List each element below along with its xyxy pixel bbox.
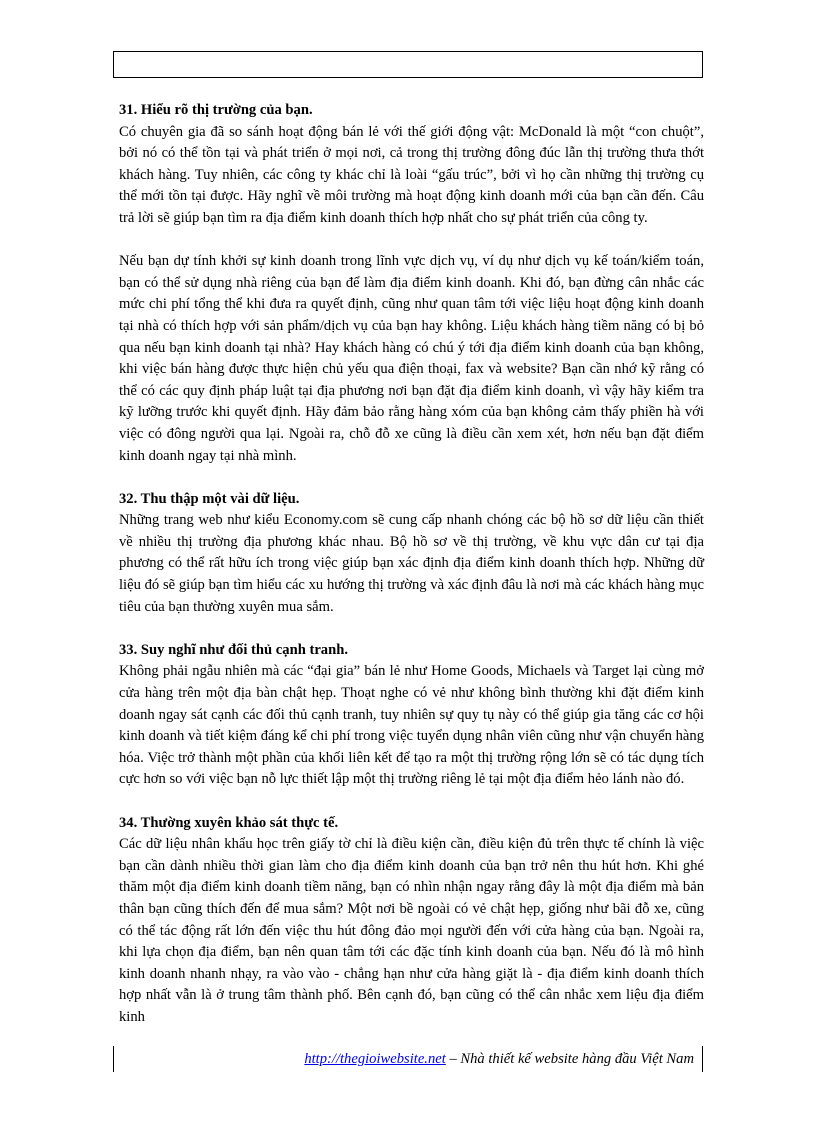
section-31 (119, 100, 704, 467)
section-33 (119, 640, 704, 791)
page-header-box (113, 51, 703, 78)
section-title: 31. Hiểu rõ thị trường của bạn. (119, 102, 313, 118)
footer-website-link[interactable]: http://thegioiwebsite.net (304, 1051, 446, 1067)
section-paragraph: Có chuyên gia đã so sánh hoạt động bán lẻ với thế giới động vật: McDonald là một “con chuột”, bởi nó có thể tồn tại và phát triển ở mọi nơi, cả trong thị trường đông đúc lẫn thị trường thưa thớt khách hàng. Tuy nhiên, các công ty khác chỉ là loài “gấu trúc”, bởi vì họ cần những thị trường cụ thể mới tồn tại được. Hãy nghĩ về môi trường mà hoạt động kinh doanh mới của bạn cần đến. Câu trả lời sẽ giúp bạn tìm ra địa điểm kinh doanh thích hợp nhất cho sự phát triển của công ty. (119, 123, 704, 226)
footer-tagline: – Nhà thiết kế website hàng đầu Việt Nam (445, 1051, 694, 1067)
section-title: 32. Thu thập một vài dữ liệu. (119, 490, 300, 507)
section-paragraph: Những trang web như kiểu Economy.com sẽ cung cấp nhanh chóng các bộ hồ sơ dữ liệu cần thiết về nhiều thị trường địa phương khác nhau. Bộ hồ sơ về thị trường, về khu vực dân cư tại địa phương có thể rất hữu ích trong việc giúp bạn xác định địa điểm kinh doanh thích hợp. Những dữ liệu đó sẽ giúp bạn tìm hiểu các xu hướng thị trường và xác định đâu là nơi mà các khách hàng mục tiêu của bạn thường xuyên mua sắm. (119, 512, 704, 615)
section-paragraph: Nếu bạn dự tính khởi sự kinh doanh trong lĩnh vực dịch vụ, ví dụ như dịch vụ kế toán/kiểm toán, bạn có thể sử dụng nhà riêng của bạn để làm địa điểm kinh doanh. Khi đó, bạn đừng cân nhắc các mức chi phí tổng thể khi đưa ra quyết định, cũng như quan tâm tới việc liệu hoạt động kinh doanh tại nhà có thích hợp với sản phẩm/dịch vụ của bạn hay không. Liệu khách hàng tiềm năng có bị bỏ qua nếu bạn kinh doanh tại nhà? Hay khách hàng có chú ý tới địa điểm kinh doanh của bạn không, khi việc bán hàng được thực hiện chủ yếu qua điện thoại, fax và website? Bạn cần nhớ kỹ rằng có thể có các quy định pháp luật tại địa phương nơi bạn đặt địa điểm kinh doanh, vì vậy hãy kiểm tra kỹ lưỡng trước khi quyết định. Hãy đảm bảo rằng hàng xóm của bạn không cảm thấy phiền hà với việc có đông người qua lại. Ngoài ra, chỗ đỗ xe cũng là điều cần xem xét, hơn nếu bạn đặt điểm kinh doanh ngay tại nhà mình. (119, 253, 704, 464)
section-title: 34. Thường xuyên khảo sát thực tế. (119, 814, 339, 831)
section-32 (119, 489, 704, 619)
section-34 (119, 813, 704, 1029)
section-title: 33. Suy nghĩ như đối thủ cạnh tranh. (119, 641, 348, 658)
page-footer (113, 1046, 703, 1072)
document-body (119, 100, 704, 1050)
section-paragraph: Các dữ liệu nhân khẩu học trên giấy tờ chỉ là điều kiện cần, điều kiện đủ trên thực tế chính là việc bạn cần dành nhiều thời gian làm cho địa điểm kinh doanh của bạn trở nên thu hút hơn. Khi ghé thăm một địa điểm kinh doanh tiềm năng, bạn có nhìn nhận ngay rằng đây là một địa điểm mà bản thân bạn cũng thích đến để mua sắm? Một nơi bề ngoài có vẻ chật hẹp, giống như bãi đỗ xe, cũng có thể tác động rất lớn đến việc thu hút đông đảo mọi người đến với cửa hàng của bạn. Ngoài ra, khi lựa chọn địa điểm, bạn nên quan tâm tới các đặc tính kinh doanh của bạn. Nếu đó là mô hình kinh doanh nhanh nhạy, ra vào vào - chẳng hạn như cửa hàng giặt là - địa điểm kinh doanh thích hợp nhất vẫn là ở trung tâm thành phố. Bên cạnh đó, bạn cũng có thể cân nhắc xem liệu địa điểm kinh (119, 836, 704, 1025)
section-paragraph: Không phải ngẫu nhiên mà các “đại gia” bán lẻ như Home Goods, Michaels và Target lại cùng mở cửa hàng trên một địa bàn chật hẹp. Thoạt nghe có vẻ như không bình thường khi đặt điểm kinh doanh ngay sát cạnh các đối thủ cạnh tranh, tuy nhiên sự quy tụ này có thể giúp gia tăng các cơ hội kinh doanh và tiết kiệm đáng kể chi phí trong việc tuyển dụng nhân viên cũng như vận chuyển hàng hóa. Việc trở thành một phần của khối liên kết để tạo ra một thị trường rộng lớn sẽ có tác dụng tích cực hơn so với việc bạn nỗ lực thiết lập một thị trường riêng lẻ tại một địa điểm hẻo lánh nào đó. (119, 663, 704, 788)
